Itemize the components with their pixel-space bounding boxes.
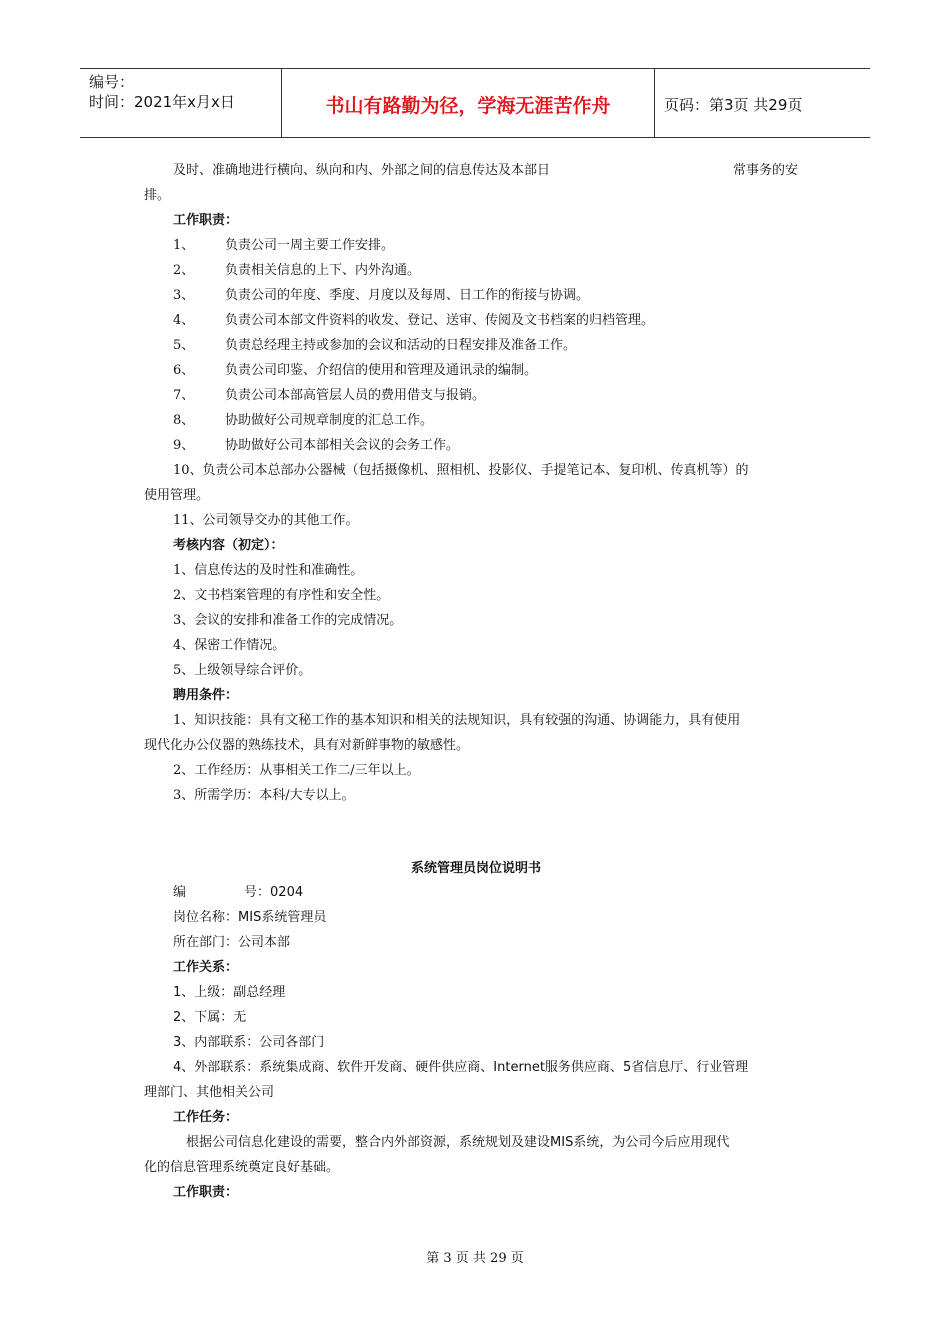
intro-line-2: 排。 xyxy=(144,188,171,203)
page-header xyxy=(80,68,870,138)
header-left-cell xyxy=(80,69,282,137)
hire-item-2: 2、工作经历：从事相关工作二/三年以上。 xyxy=(173,763,420,778)
header-slogan-cell xyxy=(282,69,655,137)
assess-title: 考核内容（初定）： xyxy=(173,538,284,553)
relation-item-4-line-2: 理部门、其他相关公司 xyxy=(144,1085,275,1100)
time-label: 时间：2021年x月x日 xyxy=(89,93,235,111)
duties-title: 工作职责： xyxy=(173,213,239,228)
duty-item: 9、 协助做好公司本部相关会议的会务工作。 xyxy=(173,438,460,453)
code-line: 编 号：0204 xyxy=(173,885,304,900)
assess-item: 3、会议的安排和准备工作的完成情况。 xyxy=(173,613,403,628)
relation-item: 3、内部联系：公司各部门 xyxy=(173,1035,325,1050)
dept-line: 所在部门：公司本部 xyxy=(173,935,291,950)
assess-item: 2、文书档案管理的有序性和安全性。 xyxy=(173,588,390,603)
hire-item-1-line-2: 现代化办公仪器的熟练技术，具有对新鲜事物的敏感性。 xyxy=(144,738,470,753)
hire-title: 聘用条件： xyxy=(173,688,239,703)
relation-item: 2、下属：无 xyxy=(173,1010,247,1025)
assess-item: 1、信息传达的及时性和准确性。 xyxy=(173,563,364,578)
duty-item: 3、 负责公司的年度、季度、月度以及每周、日工作的衔接与协调。 xyxy=(173,288,590,303)
page-info: 页码：第3页 共29页 xyxy=(664,96,803,114)
duty-item: 5、 负责总经理主持或参加的会议和活动的日程安排及准备工作。 xyxy=(173,338,577,353)
task-line-1: 根据公司信息化建设的需要，整合内外部资源，系统规划及建设MIS系统，为公司今后应用现代 xyxy=(186,1135,730,1150)
duties-title-2: 工作职责： xyxy=(173,1185,239,1200)
section-2-title: 系统管理员岗位说明书 xyxy=(410,861,541,876)
hire-item-3: 3、所需学历：本科/大专以上。 xyxy=(173,788,355,803)
hire-item-1-line-1: 1、知识技能：具有文秘工作的基本知识和相关的法规知识，具有较强的沟通、协调能力，具有使用 xyxy=(173,713,741,728)
serial-label: 编号： xyxy=(89,73,135,91)
duty-item: 2、 负责相关信息的上下、内外沟通。 xyxy=(173,263,421,278)
relations-title: 工作关系： xyxy=(173,960,239,975)
duty-item: 7、 负责公司本部高管层人员的费用借支与报销。 xyxy=(173,388,486,403)
duty-item: 8、 协助做好公司规章制度的汇总工作。 xyxy=(173,413,434,428)
header-page-cell xyxy=(655,69,870,137)
duty-item: 6、 负责公司印鉴、介绍信的使用和管理及通讯录的编制。 xyxy=(173,363,538,378)
duty-10-line-2: 使用管理。 xyxy=(144,488,210,503)
task-line-2: 化的信息管理系统奠定良好基础。 xyxy=(144,1160,340,1175)
assess-item: 4、保密工作情况。 xyxy=(173,638,286,653)
post-name-line: 岗位名称：MIS系统管理员 xyxy=(173,910,327,925)
duty-item: 4、 负责公司本部文件资料的收发、登记、送审、传阅及文书档案的归档管理。 xyxy=(173,313,655,328)
relation-item-4-line-1: 4、外部联系：系统集成商、软件开发商、硬件供应商、Internet服务供应商、5省信息厅、行业管理 xyxy=(173,1060,749,1075)
relation-item: 1、上级：副总经理 xyxy=(173,985,286,1000)
task-title: 工作任务： xyxy=(173,1110,239,1125)
intro-line-1b: 常事务的安 xyxy=(733,163,799,178)
duty-10-line-1: 10、负责公司本总部办公器械（包括摄像机、照相机、投影仪、手提笔记本、复印机、传真机等）的 xyxy=(173,463,749,478)
page-footer: 第 3 页 共 29 页 xyxy=(426,1251,524,1266)
duty-11: 11、公司领导交办的其他工作。 xyxy=(173,513,359,528)
assess-item: 5、上级领导综合评价。 xyxy=(173,663,312,678)
duty-item: 1、 负责公司一周主要工作安排。 xyxy=(173,238,395,253)
slogan: 书山有路勤为径，学海无涯苦作舟 xyxy=(325,95,611,117)
intro-line-1a: 及时、准确地进行横向、纵向和内、外部之间的信息传达及本部日 xyxy=(173,163,551,178)
